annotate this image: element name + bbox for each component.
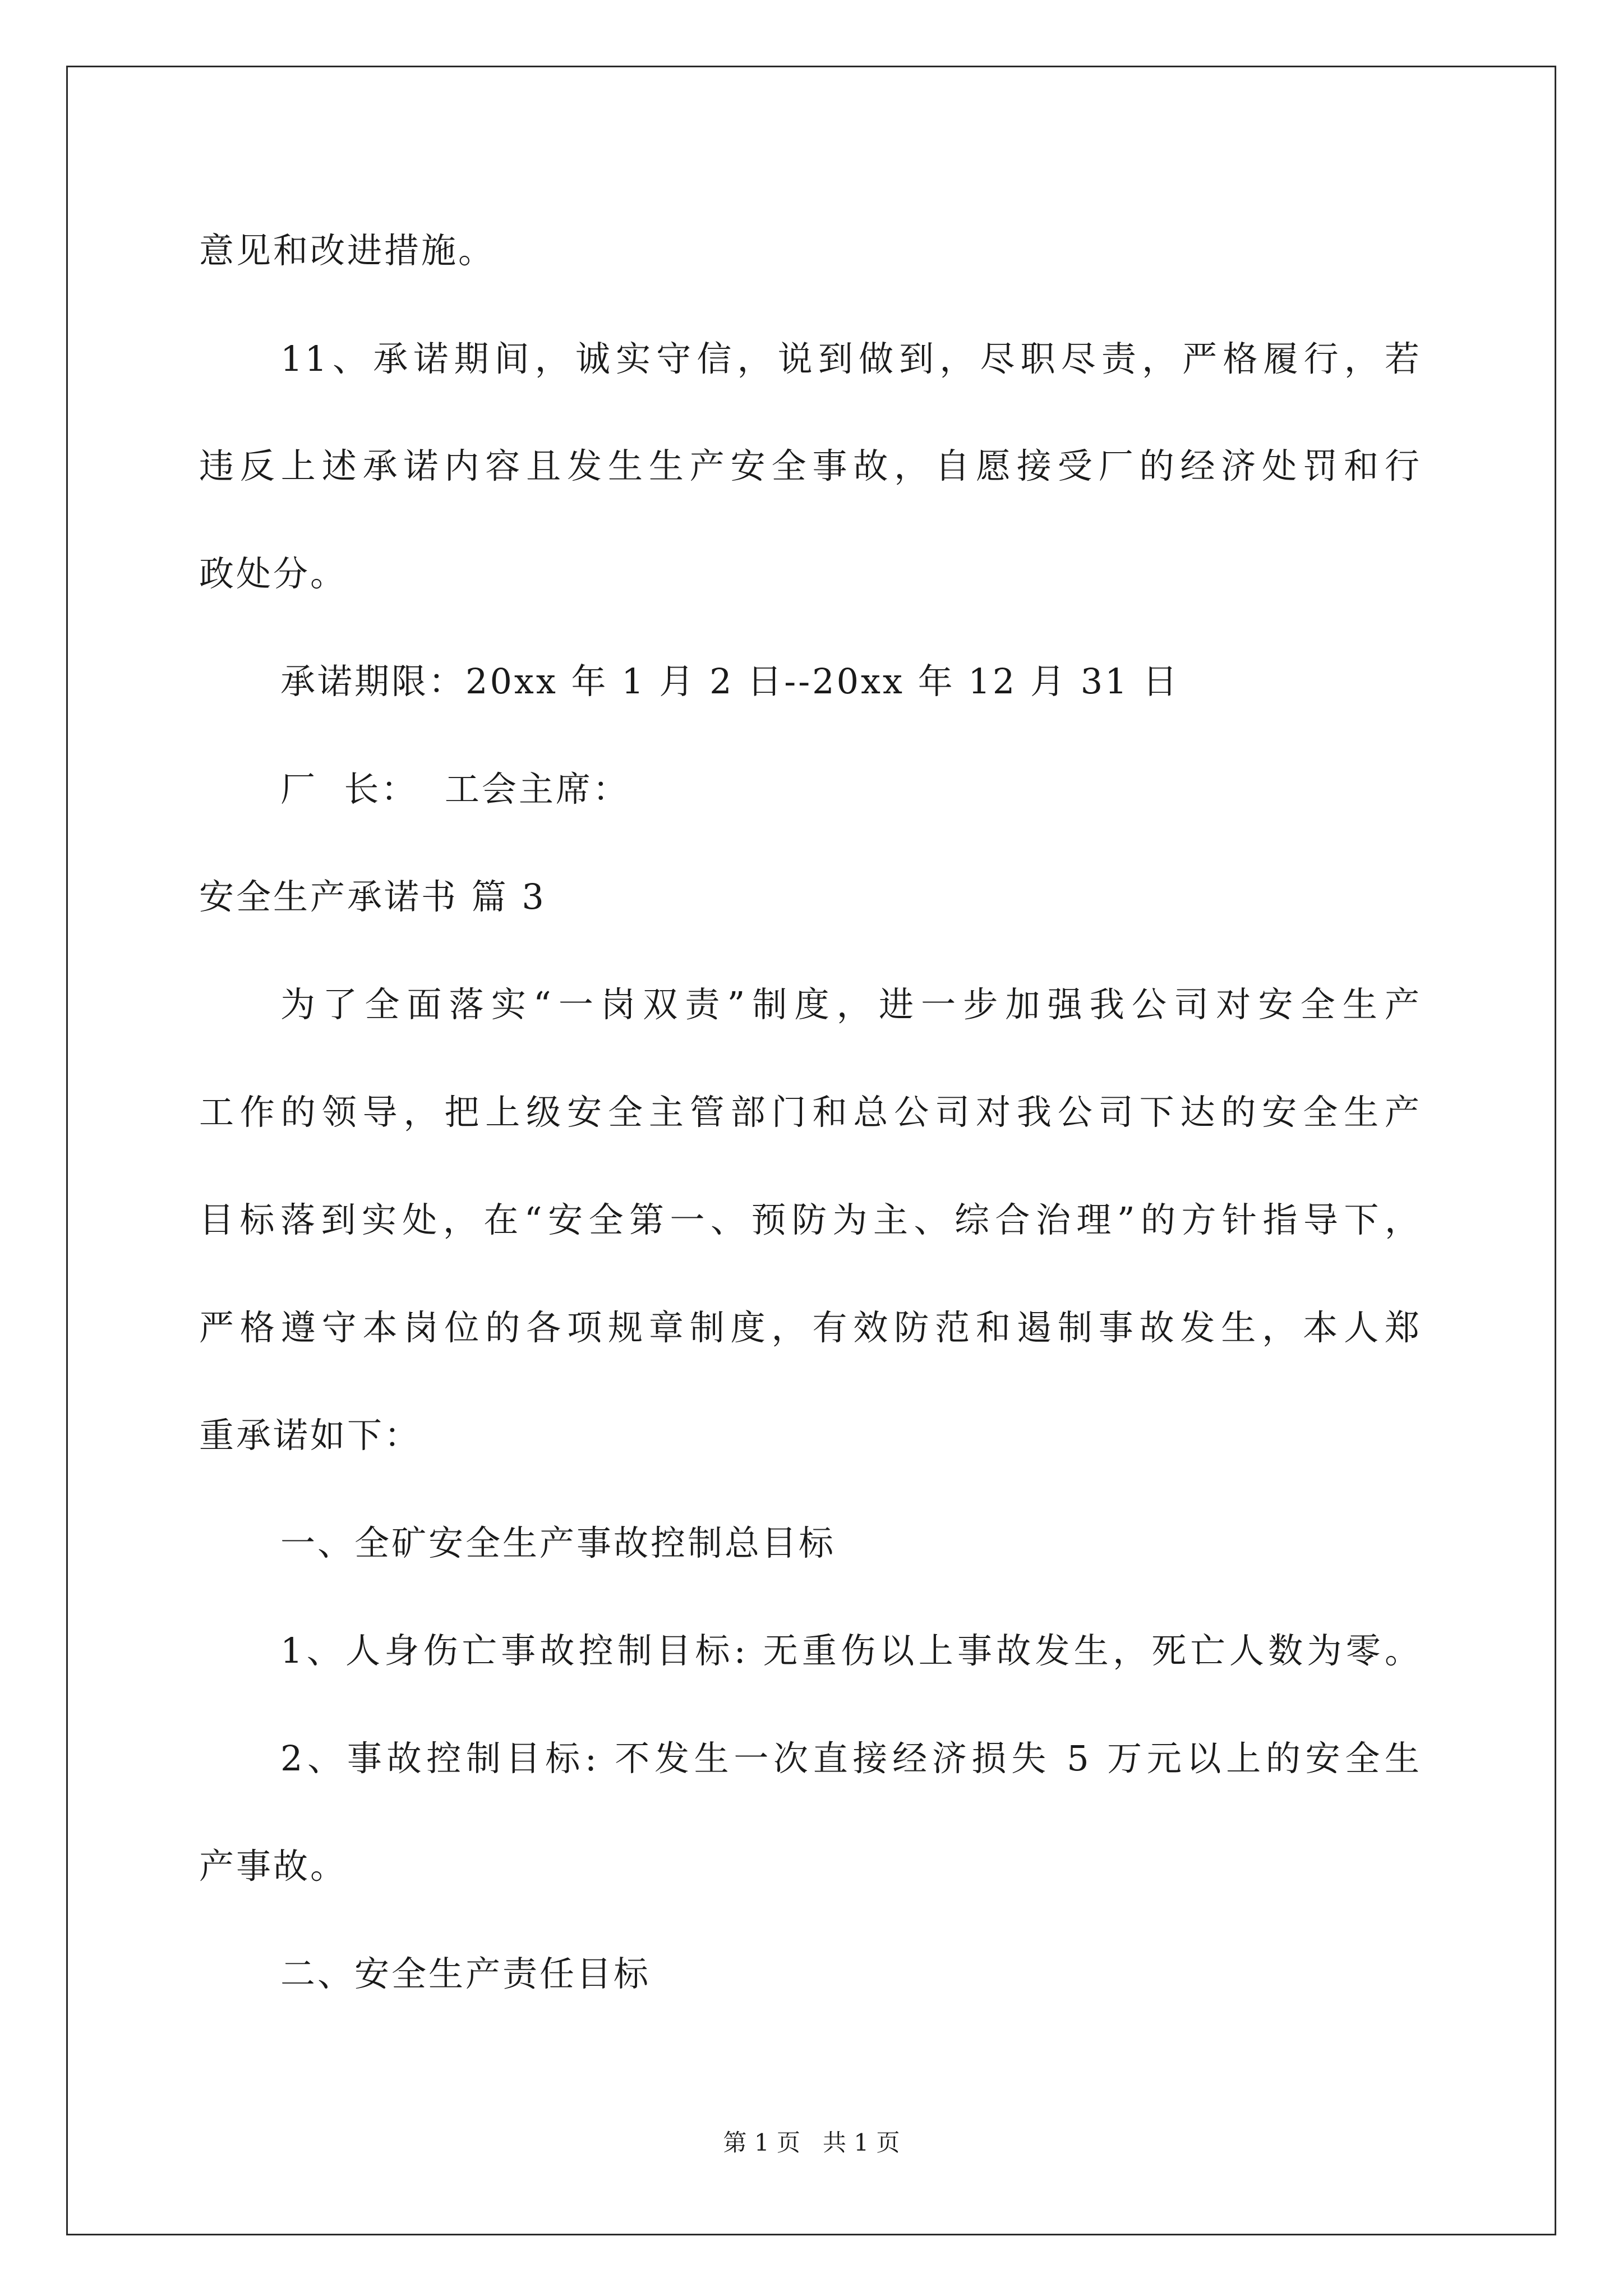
page-footer: 第 1 页 共 1 页 xyxy=(723,2129,900,2156)
section-heading: 安全生产承诺书 篇 3 xyxy=(199,876,546,917)
page-border xyxy=(66,66,1556,2235)
commitment-period: 承诺期限：20xx 年 1 月 2 日--20xx 年 12 月 31 日 xyxy=(280,661,1180,702)
signature-line: 厂 长： 工会主席： xyxy=(280,769,630,809)
paragraph-line: 为了全面落实“一岗双责”制度，进一步加强我公司对安全生产 xyxy=(280,984,1422,1025)
paragraph-line: 目标落到实处，在“安全第一、预防为主、综合治理”的方针指导下， xyxy=(199,1199,1422,1240)
paragraph-line: 2、事故控制目标: 不发生一次直接经济损失 5 万元以上的安全生 xyxy=(280,1738,1422,1779)
paragraph-line: 1、人身伤亡事故控制目标: 无重伤以上事故发生，死亡人数为零。 xyxy=(280,1630,1422,1671)
paragraph-line: 11、承诺期间，诚实守信，说到做到，尽职尽责，严格履行，若 xyxy=(280,338,1422,379)
paragraph-line: 产事故。 xyxy=(199,1846,348,1887)
paragraph-line: 违反上述承诺内容且发生生产安全事故，自愿接受厂的经济处罚和行 xyxy=(199,445,1422,486)
paragraph-line: 意见和改进措施。 xyxy=(199,230,496,271)
paragraph-line: 工作的领导，把上级安全主管部门和总公司对我公司下达的安全生产 xyxy=(199,1092,1422,1133)
paragraph-line: 重承诺如下： xyxy=(199,1415,422,1456)
paragraph-line: 政处分。 xyxy=(199,553,348,594)
subheading: 一、全矿安全生产事故控制总目标 xyxy=(280,1522,836,1563)
subheading: 二、安全生产责任目标 xyxy=(280,1953,651,1994)
paragraph-line: 严格遵守本岗位的各项规章制度，有效防范和遏制事故发生，本人郑 xyxy=(199,1307,1422,1348)
